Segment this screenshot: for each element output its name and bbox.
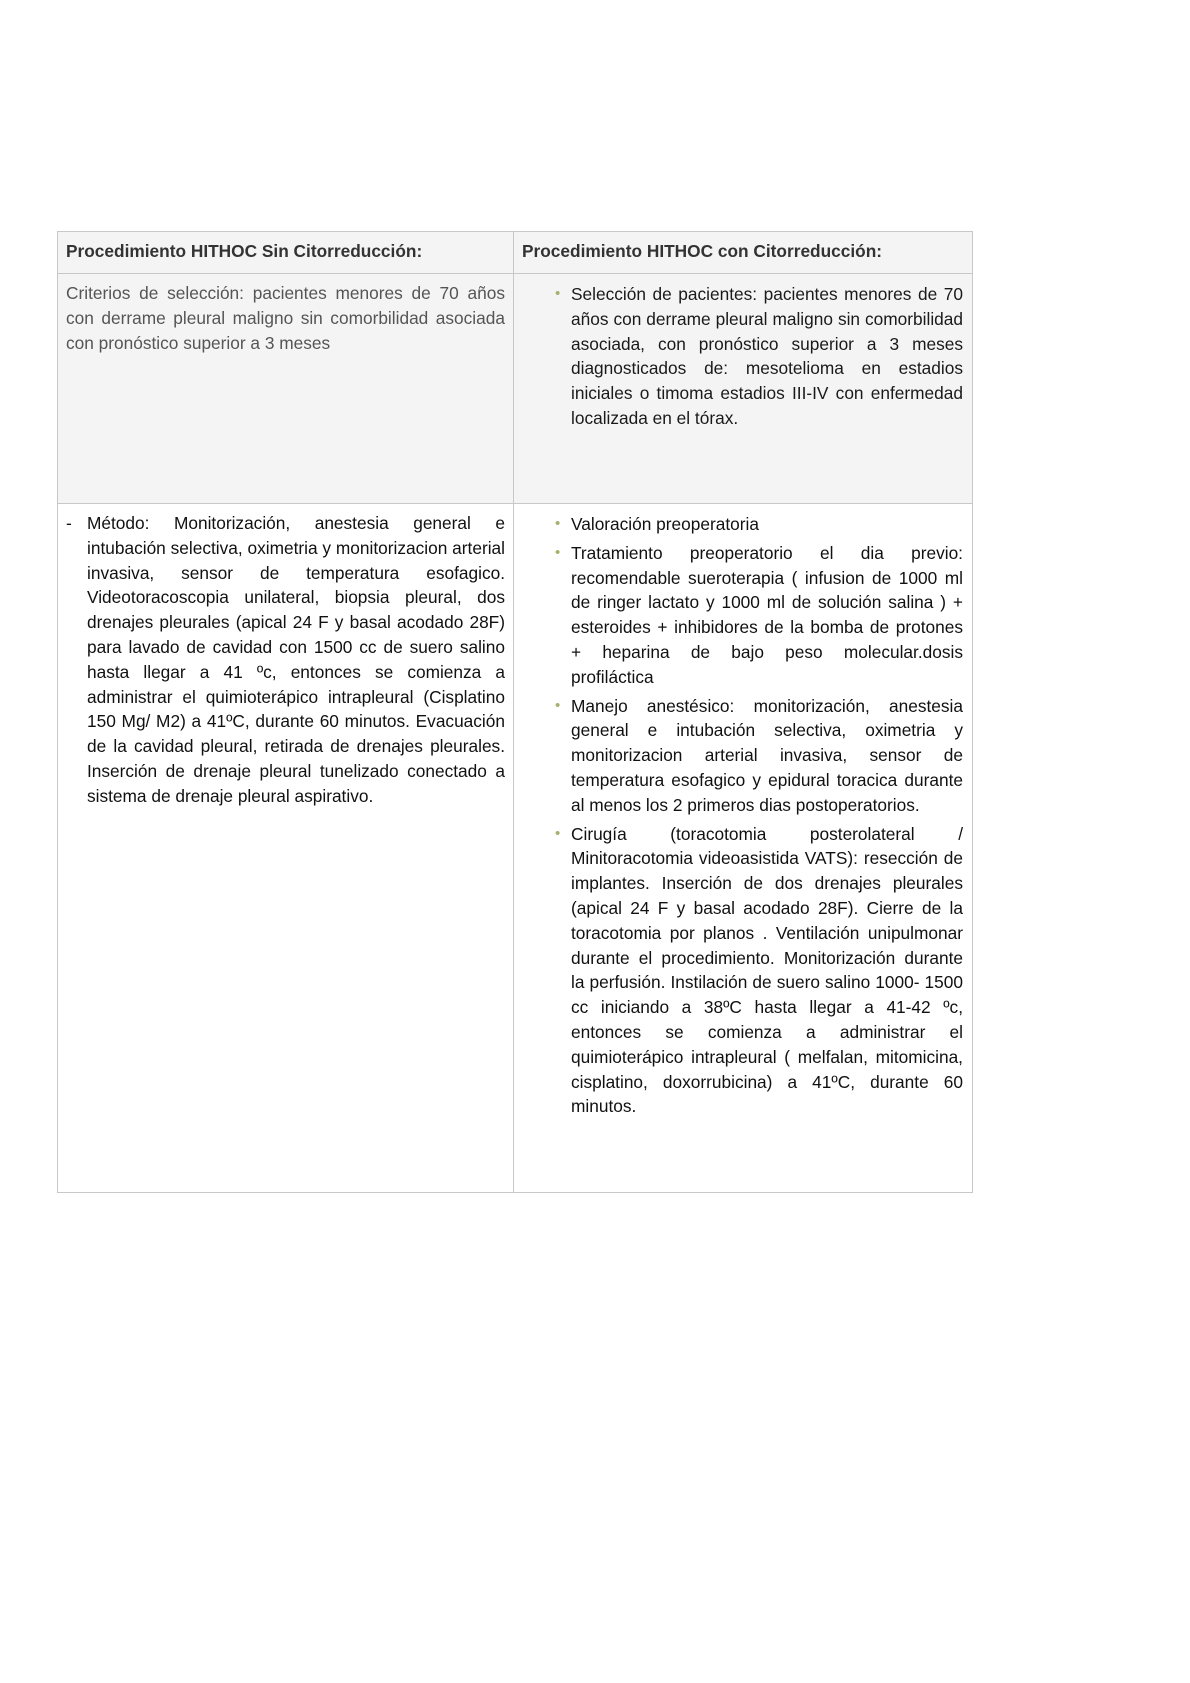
list-item (555, 512, 963, 537)
list-item (555, 694, 963, 818)
selection-criteria-right (514, 274, 973, 504)
list-item (555, 282, 963, 431)
list-item-text: Selección de pacientes: pacientes menores de 70 años con derrame pleural maligno sin comorbilidad asociada, con pronóstico superior a 3 meses diagnosticados de: mesotelioma en estadios iniciales o timoma estadios III-IV con enfermedad localizada en el tórax. (571, 284, 963, 428)
method-row (58, 504, 973, 1193)
list-item (555, 541, 963, 690)
list-item-text: Tratamiento preoperatorio el dia previo: recomendable sueroterapia ( infusion de 1000 ml de ringer lactato y 1000 ml de solución salina ) + esteroides + inhibidores de la bomba de protones + heparina de bajo peso molecular.dosis profiláctica (571, 542, 963, 687)
procedure-steps-list (515, 505, 971, 1130)
list-item-text: Cirugía (toracotomia posterolateral / Minitoracotomia videoasistida VATS): resección de implantes. Inserción de dos drenajes pleurales (apical 24 F y basal acodado 28F). Cierre de la toracotomia por planos . Ventilación unipulmonar durante el procedimiento. Monitorización durante la perfusión. Instilación de suero salino 1000- 1500 cc iniciando a 38ºC hasta llegar a 41-42 ºc, entonces se comienza a administrar el quimioterápico intrapleural ( melfalan, mitomicina, cisplatino, doxorrubicina) a 41ºC, durante 60 minutos. (571, 823, 963, 1117)
selection-criteria-list (515, 275, 971, 442)
bullet-icon: • (555, 285, 561, 302)
method-cell-left (58, 504, 514, 1193)
method-text: Método: Monitorización, anestesia general e intubación selectiva, oximetria y monitorizacion arterial invasiva, sensor de temperatura esofagico. Videotoracoscopia unilateral, biopsia pleural, dos drenajes pleurales (apical 24 F y basal acodado 28F) para lavado de cavidad con 1500 cc de suero salino hasta llegar a 41 ºc, entonces se comienza a administrar el quimioterápico intrapleural (Cisplatino 150 Mg/ M2) a 41ºC, durante 60 minutos. Evacuación de la cavidad pleural, retirada de drenajes pleurales. Inserción de drenaje pleural tunelizado conectado a sistema de drenaje pleural aspirativo. (87, 513, 505, 806)
list-item-text: Manejo anestésico: monitorización, anestesia general e intubación selectiva, oximetria y monitorizacion arterial invasiva, sensor de temperatura esofagico y epidural toracica durante al menos los 2 primeros dias postoperatorios. (571, 695, 963, 815)
list-item (555, 822, 963, 1120)
selection-criteria-left: Criterios de selección: pacientes menores de 70 años con derrame pleural maligno sin comorbilidad asociada con pronóstico superior a 3 meses (58, 274, 514, 504)
method-dash-item (66, 511, 505, 809)
table-header-row (58, 232, 973, 274)
list-item-text: Valoración preoperatoria (571, 514, 759, 534)
header-cell-right: Procedimiento HITHOC con Citorreducción: (514, 232, 973, 274)
bullet-icon: • (555, 543, 561, 561)
procedure-comparison-table (57, 231, 973, 1193)
method-cell-right (514, 504, 973, 1193)
bullet-icon: • (555, 696, 561, 714)
bullet-icon: • (555, 515, 561, 532)
selection-criteria-row (58, 274, 973, 504)
dash-marker: - (66, 513, 72, 533)
header-cell-left: Procedimiento HITHOC Sin Citorreducción: (58, 232, 514, 274)
bullet-icon: • (555, 824, 561, 842)
